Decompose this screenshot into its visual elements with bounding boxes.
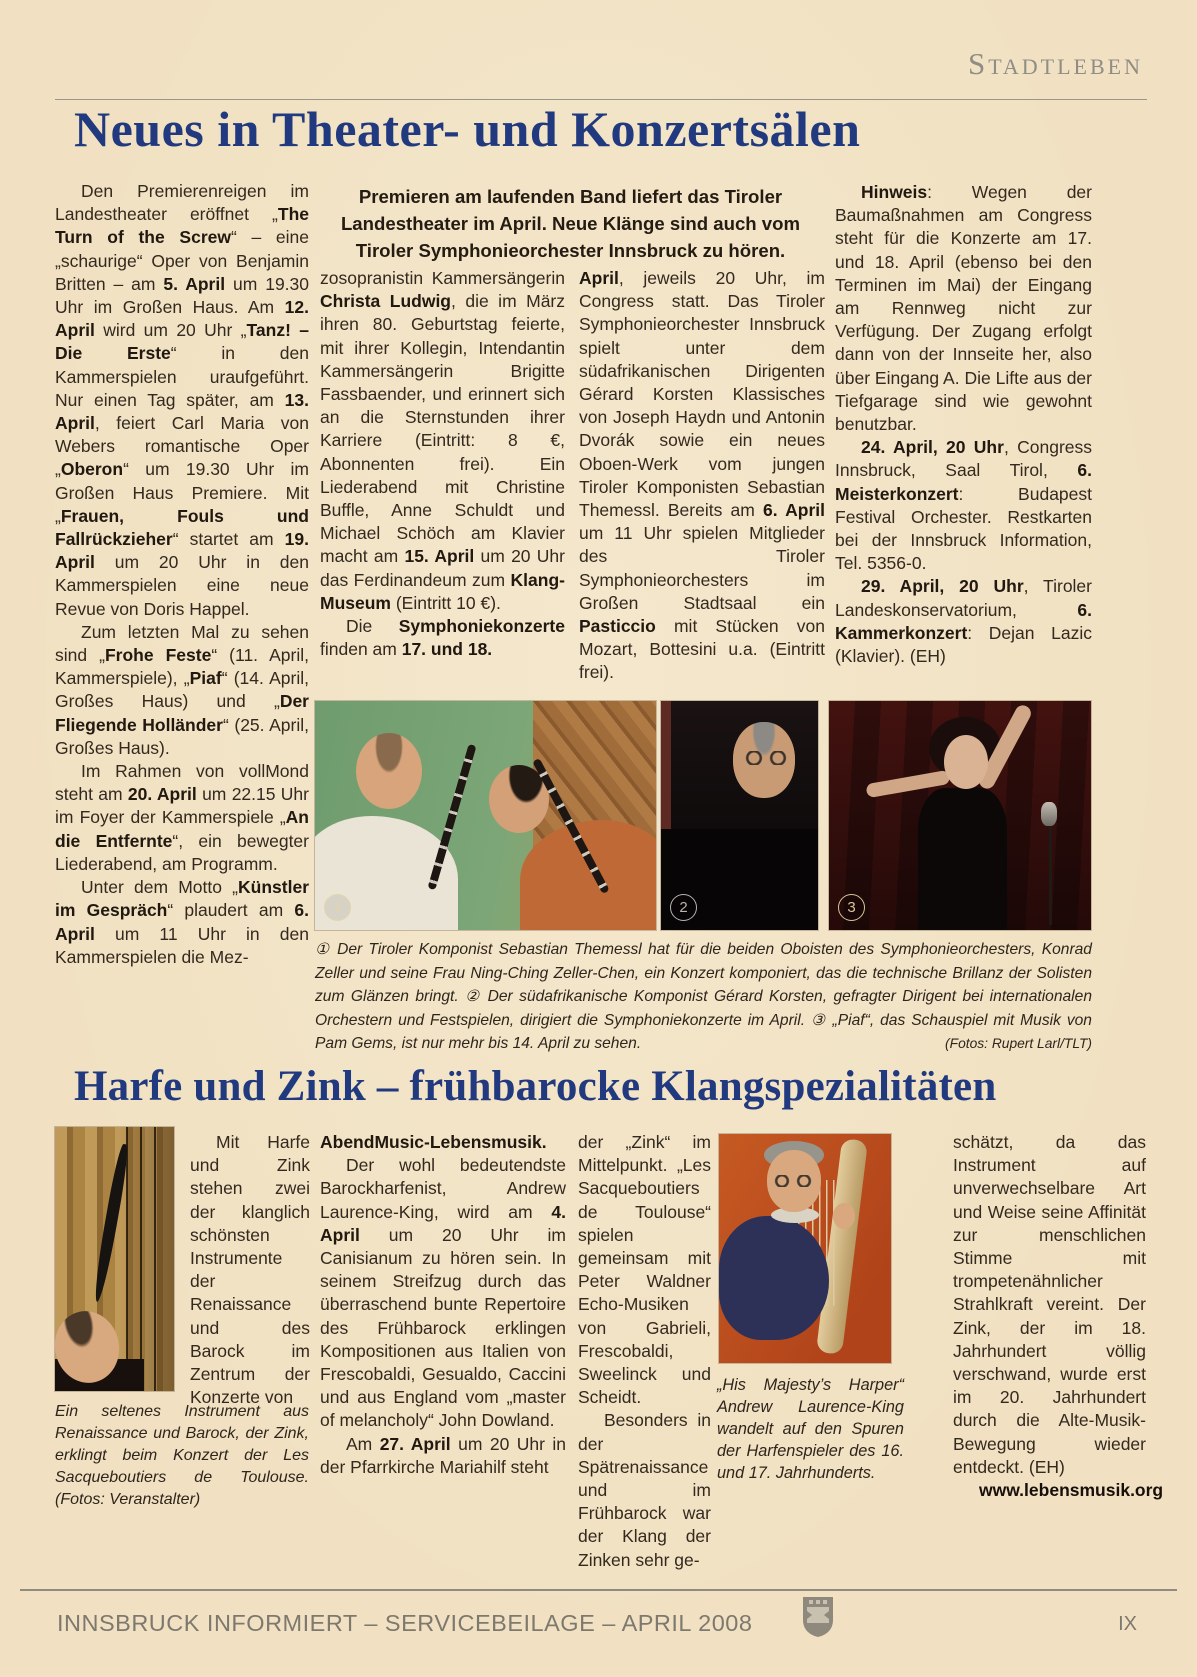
article2-column-b: [320, 1131, 566, 1479]
paragraph: Die Symphoniekonzerte finden am 17. und 18.: [320, 616, 565, 660]
harper-photo-caption: „His Majesty’s Harper“ Andrew Laurence-King wandelt auf den Spuren der Harfenspieler des 16. und 17. Jahrhunderts.: [717, 1376, 904, 1482]
paragraph: April, jeweils 20 Uhr, im Congress statt. Das Tiroler Symphonieorchester Innsbruck spielt unter dem südafrikanischen Dirigenten Gérard Korsten Klassisches von Joseph Haydn und Antonin Dvorák sowie ein neues Oboen-Werk vom jungen Tiroler Komponisten Sebastian Themessl. Bereits am 6. April um 11 Uhr spielen Mitglieder des Tiroler Symphonieorchesters im Großen Stadtsaal ein Pasticcio mit Stücken von Mozart, Bottesini u.a. (Eintritt frei).: [579, 268, 825, 683]
article2-column-a: [190, 1131, 310, 1409]
paragraph: Zum letzten Mal zu sehen sind „Frohe Feste“ (11. April, Kammerspiele), „Piaf“ (14. April, Großes Haus) und „Der Fliegende Holländer“ (25. April, Großes Haus).: [55, 621, 309, 758]
paragraph: der „Zink“ im Mittelpunkt. „Les Sacqueboutiers de Toulouse“ spielen gemeinsam mit Peter Waldner Echo-Musiken von Gabrieli, Frescobaldi, Sweelinck und Scheidt.: [578, 1132, 711, 1408]
harper-sleeve: [719, 1216, 829, 1340]
article1-column-4: [835, 181, 1092, 668]
photo-oboists: [315, 701, 656, 930]
paragraph: Am 27. April um 20 Uhr in der Pfarrkirche Mariahilf steht: [320, 1433, 566, 1477]
photo-credit: (Fotos: Rupert Larl/TLT): [945, 1036, 1092, 1052]
photo-number-badge: 3: [838, 894, 865, 921]
zink-photo-caption: Ein seltenes Instrument aus Renaissance und Barock, der Zink, erklingt beim Konzert der Les Sacqueboutiers de Toulouse. (Fotos: Veranstalter): [55, 1403, 309, 1508]
article1-column-1: [55, 180, 309, 969]
instrument-strings: [126, 1127, 166, 1391]
photo-number-badge: 2: [670, 894, 697, 921]
article1-headline: Neues in Theater- und Konzertsälen: [74, 101, 861, 157]
article2-headline: Harfe und Zink – frühbarocke Klangspezialitäten: [74, 1063, 997, 1110]
website-link[interactable]: www.lebensmusik.org: [979, 1480, 1164, 1501]
footer-imprint: INNSBRUCK INFORMIERT – SERVICEBEILAGE – APRIL 2008: [57, 1610, 753, 1636]
footer-divider: [20, 1589, 1177, 1591]
article1-intro: Premieren am laufenden Band liefert das Tiroler Landestheater im April. Neue Klänge sind auch vom Tiroler Symphonieorchester Innsbruck zu hören.: [340, 186, 801, 261]
photo-number-badge: 1: [324, 894, 351, 921]
oboist-left-face: [356, 733, 422, 809]
glasses-icon: [772, 1175, 814, 1187]
paragraph: Der wohl bedeutendste Barockharfenist, Andrew Laurence-King, wird am 4. April um 20 Uhr im Canisianum zu hören sein. In seinem Streifzug durch das überraschend bunte Repertoire des Frühbarock erklingen Kompositionen aus Italien von Frescobaldi, Gesualdo, Caccini und aus England vom „master of melancholy“ John Dowland.: [320, 1155, 566, 1431]
glasses-icon: [743, 751, 789, 765]
paragraph: Den Premierenreigen im Landestheater eröffnet „The Turn of the Screw“ – eine „schaurige“ Oper von Benjamin Britten – am 5. April um 19.30 Uhr im Großen Haus. Am 12. April wird um 20 Uhr „Tanz! – Die Erste“ in den Kammerspielen uraufgeführt. Nur einen Tag später, am 13. April, feiert Carl Maria von Webers romantische Oper „Oberon“ um 19.30 Uhr im Großen Haus Premiere. Mit „Frauen, Fouls und Fallrückzieher“ startet am 19. April um 20 Uhr in den Kammerspielen eine neue Revue von Doris Happel.: [55, 181, 310, 619]
article2-column-c: [578, 1131, 711, 1572]
paragraph: Unter dem Motto „Künstler im Gespräch“ plaudert am 6. April um 11 Uhr in den Kammerspielen die Mez-: [55, 877, 309, 967]
paragraph: zosopranistin Kammersängerin Christa Ludwig, die im März ihren 80. Geburtstag feierte, mit ihrer Kollegin, Intendantin Kammersängerin Brigitte Fassbaender, und erinnert sich an die Sternstunden ihrer Karriere (Eintritt: 8 €, Abonnenten frei). Ein Liederabend mit Christine Buffle, Anne Schuldt und Michael Schöch am Klavier macht am 15. April um 20 Uhr das Ferdinandeum zum Klang-Museum (Eintritt 10 €).: [320, 268, 566, 613]
paragraph: Hinweis: Wegen der Baumaßnahmen am Congress steht für die Konzerte am 17. und 18. April (ebenso bei den Terminen im Mai) der Eingang am Rennweg nicht zur Verfügung. Der Zugang erfolgt dann von der Innseite her, also über Eingang A. Die Lifte aus der Tiefgarage sind wie gewohnt benutzbar.: [835, 182, 1092, 435]
innsbruck-crest-icon: [801, 1595, 835, 1644]
article1-photo-caption: [315, 938, 1092, 1058]
article2-column-d: [953, 1131, 1164, 1502]
photo-gerard-korsten: [661, 701, 818, 930]
article1-column-2: [320, 267, 565, 661]
paragraph: AbendMusic-Lebensmusik.: [320, 1132, 547, 1152]
paragraph: Mit Harfe und Zink stehen zwei der klanglich schönsten Instrumente der Renaissance und des Barock im Zentrum der Konzerte von: [190, 1132, 310, 1408]
paragraph: Besonders in der Spätrenaissance und im Frühbarock war der Klang der Zinken sehr ge-: [578, 1410, 711, 1570]
photo-zink-player: [55, 1127, 174, 1391]
caption-text: ① Der Tiroler Komponist Sebastian Themessl hat für die beiden Oboisten des Symphonieorchesters, Konrad Zeller und seine Frau Ning-Ching Zeller-Chen, ein Konzert komponiert, das die technische Brillanz der Solisten zum Glänzen bringt. ② Der südafrikanische Komponist Gérard Korsten, gefragter Dirigent bei internationalen Orchestern und Festspielen, dirigiert die Symphoniekonzerte im April. ③ „Piaf“, das Schauspiel mit Musik von Pam Gems, ist nur mehr bis 14. April zu sehen.: [315, 941, 1092, 1053]
microphone-icon: [1041, 802, 1057, 826]
article1-column-3: [579, 267, 825, 685]
photo-piaf-singer: [829, 701, 1091, 930]
paragraph: 29. April, 20 Uhr, Tiroler Landeskonservatorium, 6. Kammerkonzert: Dejan Lazic (Klavier). (EH): [835, 576, 1092, 667]
zink-instrument: [91, 1143, 131, 1303]
paragraph: Im Rahmen von vollMond steht am 20. April um 22.15 Uhr im Foyer der Kammerspiele „An die Entfernte“, ein bewegter Liederabend, am Programm.: [55, 761, 309, 874]
page-number: IX: [1118, 1613, 1137, 1635]
paragraph: schätzt, da das Instrument auf unverwechselbare Art und Weise seine Affinität zur menschlichen Stimme mit trompetenähnlicher Strahlkraft vereint. Der Zink, der im 18. Jahrhundert völlig verschwand, wurde erst im 20. Jahrhundert durch die Alte-Musik-Bewegung wieder entdeckt. (EH): [953, 1132, 1146, 1477]
paragraph: 24. April, 20 Uhr, Congress Innsbruck, Saal Tirol, 6. Meisterkonzert: Budapest Festival Orchester. Restkarten bei der Innsbruck Information, Tel. 5356-0.: [835, 437, 1093, 574]
microphone-stand: [1049, 825, 1052, 925]
section-label: Stadtleben: [967, 46, 1143, 81]
harper-hand: [833, 1203, 855, 1229]
singer-dress: [918, 788, 1007, 930]
photo-harper: [719, 1134, 891, 1363]
